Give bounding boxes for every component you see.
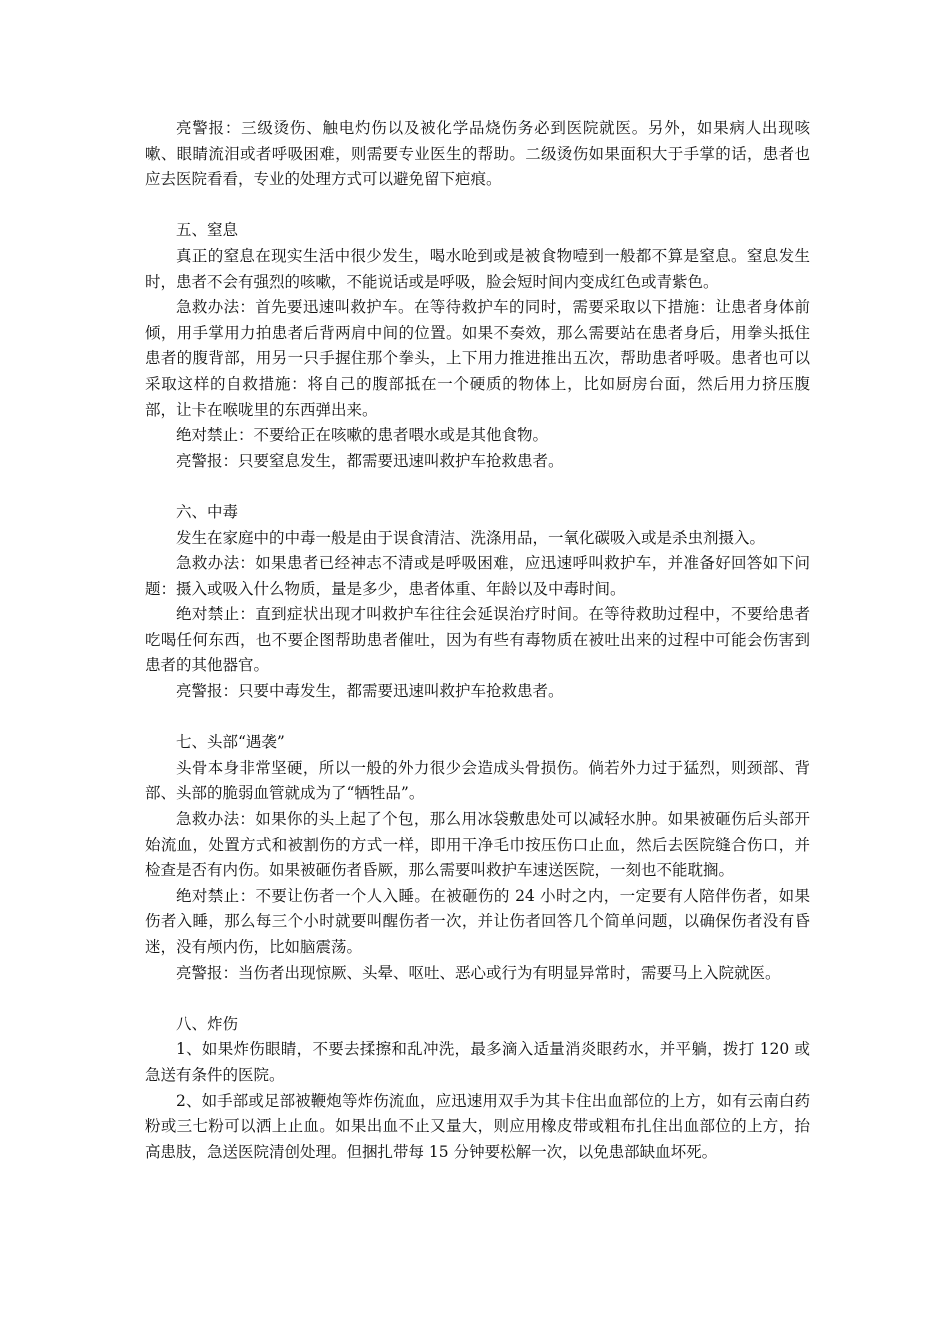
explosion-eye-injury: 1、如果炸伤眼睛，不要去揉擦和乱冲洗，最多滴入适量消炎眼药水，并平躺，拨打 120 或急送有条件的医院。 bbox=[145, 1040, 810, 1084]
section-poisoning bbox=[145, 500, 810, 705]
poisoning-first-aid: 急救办法：如果患者已经神志不清或是呼吸困难，应迅速呼叫救护车，并准备好回答如下问题：摄入或吸入什么物质，量是多少，患者体重、年龄以及中毒时间。 bbox=[145, 554, 810, 598]
choking-warning: 亮警报：只要窒息发生，都需要迅速叫救护车抢救患者。 bbox=[176, 451, 564, 470]
choking-first-aid: 急救办法：首先要迅速叫救护车。在等待救护车的同时，需要采取以下措施：让患者身体前倾，用手掌用力拍患者后背两肩中间的位置。如果不奏效，那么需要站在患者身后，用拳头抵住患者的腹背部，用另一只手握住那个拳头，上下用力推进推出五次，帮助患者呼吸。患者也可以采取这样的自救措施：将自己的腹部抵在一个硬质的物体上，比如厨房台面，然后用力挤压腹部，让卡在喉咙里的东西弹出来。 bbox=[145, 298, 810, 419]
section-head-injury bbox=[145, 730, 810, 986]
section-heading-poisoning: 六、中毒 bbox=[176, 502, 239, 521]
burn-warning-section bbox=[145, 116, 810, 193]
poisoning-prohibited: 绝对禁止：直到症状出现才叫救护车往往会延误治疗时间。在等待救助过程中，不要给患者吃喝任何东西，也不要企图帮助患者催吐，因为有些有毒物质在被吐出来的过程中可能会伤害到患者的其他器官。 bbox=[145, 605, 810, 675]
section-gap bbox=[145, 705, 810, 731]
document-page bbox=[145, 116, 810, 1165]
poisoning-warning: 亮警报：只要中毒发生，都需要迅速叫救护车抢救患者。 bbox=[176, 682, 564, 701]
section-gap bbox=[145, 986, 810, 1012]
choking-prohibited: 绝对禁止：不要给正在咳嗽的患者喂水或是其他食物。 bbox=[176, 426, 549, 445]
section-gap bbox=[145, 193, 810, 219]
section-heading-head-injury: 七、头部“遇袭” bbox=[176, 733, 285, 752]
explosion-limb-injury: 2、如手部或足部被鞭炮等炸伤流血，应迅速用双手为其卡住出血部位的上方，如有云南白药粉或三七粉可以洒上止血。如果出血不止又量大，则应用橡皮带或粗布扎住出血部位的上方，抬高患肢，急送医院清创处理。但捆扎带每 15 分钟要松解一次，以免患部缺血坏死。 bbox=[145, 1091, 810, 1161]
head-injury-prohibited: 绝对禁止：不要让伤者一个人入睡。在被砸伤的 24 小时之内，一定要有人陪伴伤者，如果伤者入睡，那么每三个小时就要叫醒伤者一次，并让伤者回答几个简单问题，以确保伤者没有昏迷，没有颅内伤，比如脑震荡。 bbox=[145, 886, 810, 956]
choking-description: 真正的窒息在现实生活中很少发生，喝水呛到或是被食物噎到一般都不算是窒息。窒息发生时，患者不会有强烈的咳嗽，不能说话或是呼吸，脸会短时间内变成红色或青紫色。 bbox=[145, 246, 810, 291]
section-gap bbox=[145, 474, 810, 500]
section-heading-explosion-injury: 八、炸伤 bbox=[176, 1014, 239, 1033]
head-injury-warning: 亮警报：当伤者出现惊厥、头晕、呕吐、恶心或行为有明显异常时，需要马上入院就医。 bbox=[176, 963, 781, 982]
poisoning-description: 发生在家庭中的中毒一般是由于误食清洁、洗涤用品，一氧化碳吸入或是杀虫剂摄入。 bbox=[176, 528, 766, 547]
head-injury-description: 头骨本身非常坚硬，所以一般的外力很少会造成头骨损伤。倘若外力过于猛烈，则颈部、背部、头部的脆弱血管就成为了“牺牲品”。 bbox=[145, 758, 810, 803]
section-choking bbox=[145, 218, 810, 474]
section-explosion-injury bbox=[145, 1012, 810, 1166]
head-injury-first-aid: 急救办法：如果你的头上起了个包，那么用冰袋敷患处可以减轻水肿。如果被砸伤后头部开始流血，处置方式和被割伤的方式一样，即用干净毛巾按压伤口止血，然后去医院缝合伤口，并检查是否有内伤。如果被砸伤者昏厥，那么需要叫救护车速送医院，一刻也不能耽搁。 bbox=[145, 810, 810, 880]
burn-warning-paragraph: 亮警报：三级烫伤、触电灼伤以及被化学品烧伤务必到医院就医。另外，如果病人出现咳嗽、眼睛流泪或者呼吸困难，则需要专业医生的帮助。二级烫伤如果面积大于手掌的话，患者也应去医院看看，专业的处理方式可以避免留下疤痕。 bbox=[145, 119, 810, 189]
section-heading-choking: 五、窒息 bbox=[176, 221, 239, 240]
